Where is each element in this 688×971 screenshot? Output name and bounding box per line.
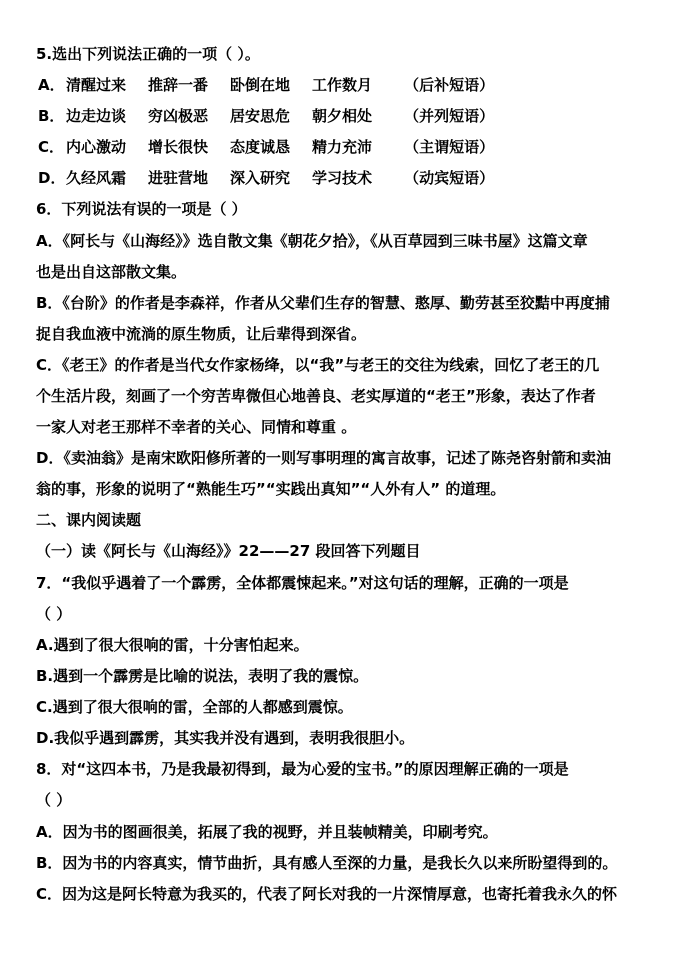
- q6-option-a-line-1: A．《阿长与《山海经》》选自散文集《朝花夕拾》，《从百草园到三味书屋》这篇文章: [36, 232, 588, 250]
- q8-option-b: B．因为书的内容真实，情节曲折，具有感人至深的力量，是我长久以来所盼望得到的。: [36, 854, 618, 872]
- q8-stem-line-2: （ ）: [36, 791, 72, 809]
- q6-option-d-line-1: D．《卖油翁》是南宋欧阳修所著的一则写事明理的寓言故事，记述了陈尧咨射箭和卖油: [36, 449, 611, 467]
- q7-option-a: A.遇到了很大很响的雷，十分害怕起来。: [36, 636, 309, 654]
- q5-option-c: C． 内心激动 增长很快 态度诚恳 精力充沛 （主谓短语）: [38, 138, 495, 156]
- q8-option-c: C．因为这是阿长特意为我买的，代表了阿长对我的一片深情厚意，也寄托着我永久的怀: [36, 885, 618, 903]
- q6-stem: 6．下列说法有误的一项是（ ）: [36, 200, 247, 218]
- q6-option-a-line-2: 也是出自这部散文集。: [36, 263, 187, 281]
- q5-option-d: D．久经风霜 进驻营地 深入研究 学习技术 （动宾短语）: [38, 169, 495, 187]
- q6-option-c-line-3: 一家人对老王那样不幸者的关心、同情和尊重 。: [36, 418, 357, 436]
- q5-stem: 5.选出下列说法正确的一项（ ）。: [36, 45, 260, 63]
- section-title: 二、课内阅读题: [36, 511, 142, 529]
- q6-option-b-line-1: B．《台阶》的作者是李森祥，作者从父辈们生存的智慧、憨厚、勤劳甚至狡黠中再度捕: [36, 294, 610, 312]
- section-subtitle: （一）读《阿长与《山海经》》22——27 段回答下列题目: [36, 542, 421, 560]
- q8-stem-line-1: 8．对“这四本书，乃是我最初得到，最为心爱的宝书。”的原因理解正确的一项是: [36, 760, 569, 778]
- q7-stem-line-2: （ ）: [36, 605, 72, 623]
- q7-option-b: B.遇到一个霹雳是比喻的说法，表明了我的震惊。: [36, 667, 369, 685]
- q7-stem-line-1: 7．“我似乎遇着了一个霹雳，全体都震悚起来。”对这句话的理解，正确的一项是: [36, 574, 569, 592]
- q7-option-c: C.遇到了很大很响的雷，全部的人都感到震惊。: [36, 698, 353, 716]
- q6-option-b-line-2: 捉自我血液中流淌的原生物质，让后辈得到深省。: [36, 325, 367, 343]
- q6-option-c-line-1: C．《老王》的作者是当代女作家杨绛，以“我”与老王的交往为线索，回忆了老王的几: [36, 356, 600, 374]
- q6-option-d-line-2: 翁的事，形象的说明了“熟能生巧”“实践出真知”“人外有人” 的道理。: [36, 480, 506, 498]
- q7-option-d: D.我似乎遇到霹雳，其实我并没有遇到，表明我很胆小。: [36, 729, 415, 747]
- q8-option-a: A．因为书的图画很美，拓展了我的视野，并且装帧精美，印刷考究。: [36, 823, 498, 841]
- q5-option-a: A．清醒过来 推辞一番 卧倒在地 工作数月 （后补短语）: [38, 76, 495, 94]
- q5-option-b: B． 边走边谈 穷凶极恶 居安思危 朝夕相处 （并列短语）: [38, 107, 495, 125]
- q6-option-c-line-2: 个生活片段，刻画了一个穷苦卑微但心地善良、老实厚道的“老王”形象，表达了作者: [36, 387, 596, 405]
